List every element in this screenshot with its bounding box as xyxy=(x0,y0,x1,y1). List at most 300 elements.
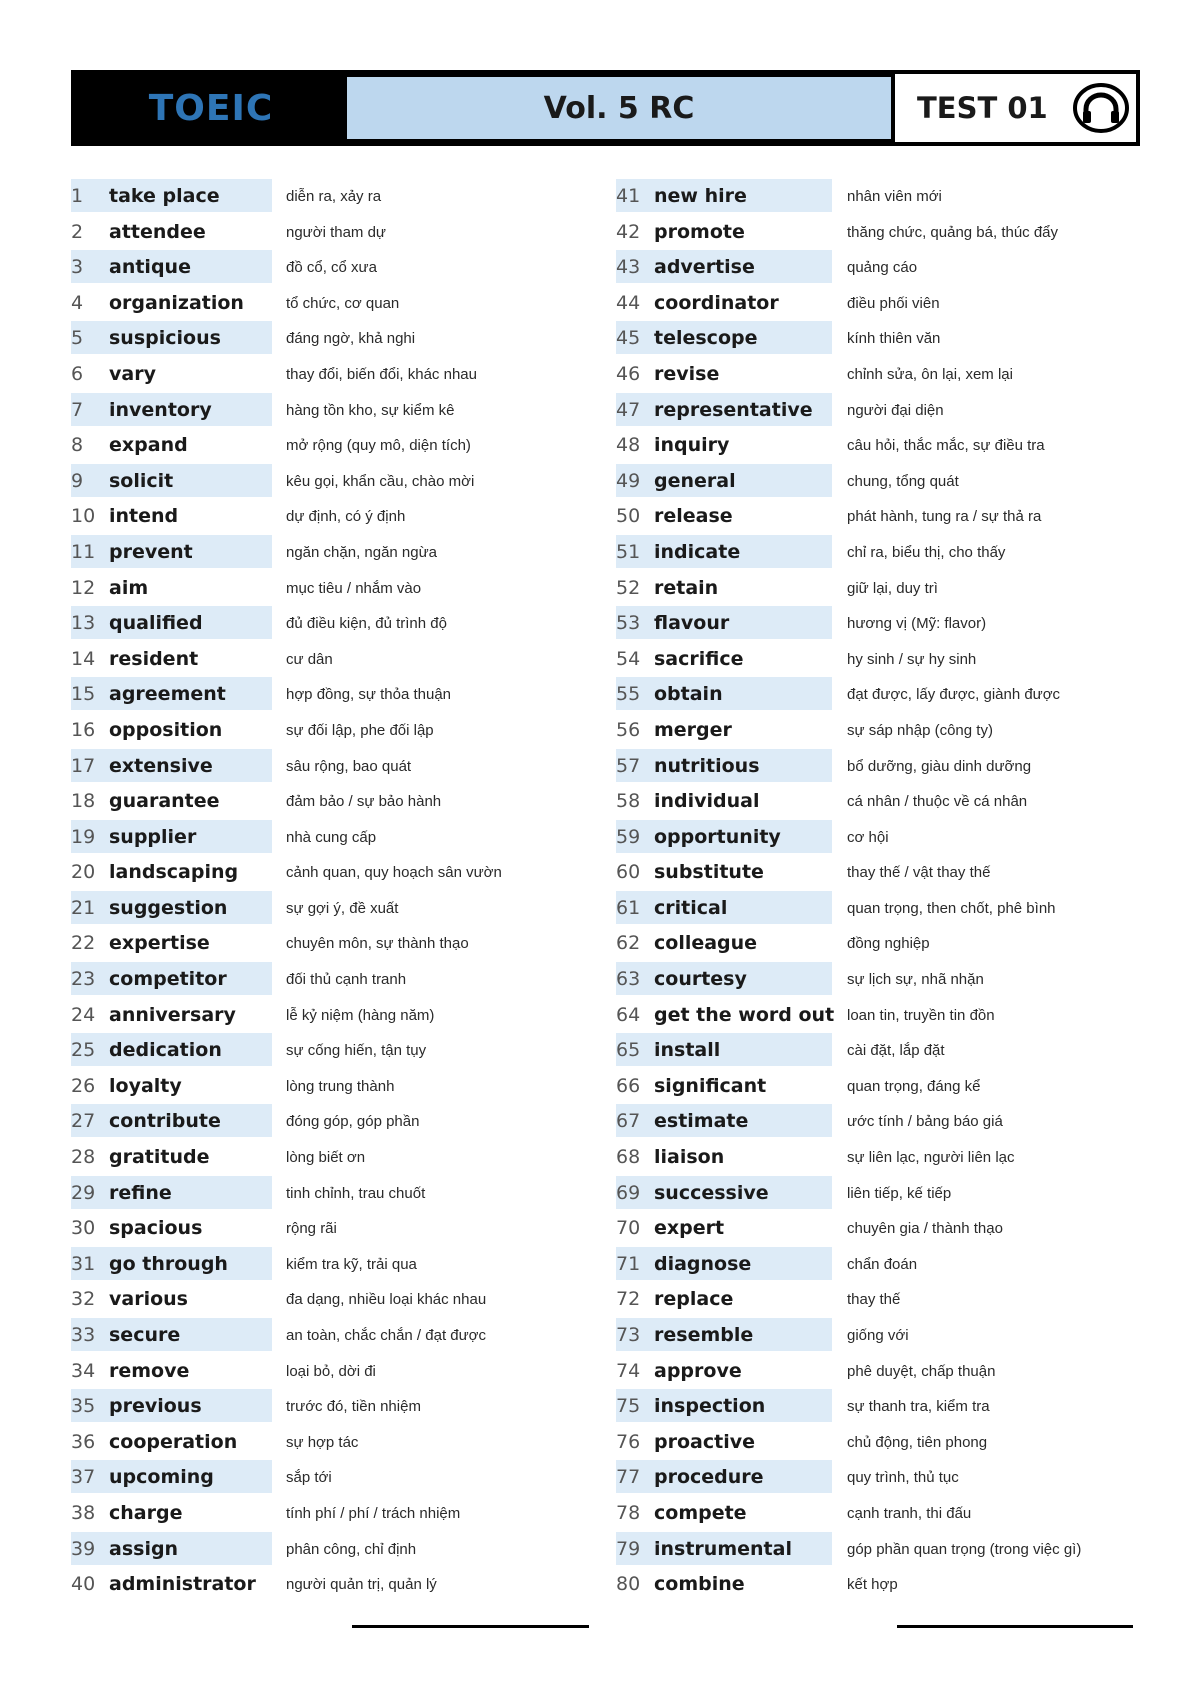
vocab-row xyxy=(616,1211,1136,1247)
word-cell xyxy=(71,1567,272,1600)
vocab-meaning: liên tiếp, kế tiếp xyxy=(847,1184,952,1202)
vocab-meaning: người tham dự xyxy=(286,223,386,241)
item-number: 56 xyxy=(616,718,641,741)
vocab-word: suggestion xyxy=(109,896,228,919)
word-cell xyxy=(616,998,835,1031)
item-number: 31 xyxy=(71,1252,96,1275)
vocab-row xyxy=(616,1532,1136,1568)
vocab-row xyxy=(616,286,1136,322)
vocab-row xyxy=(616,713,1136,749)
vocab-word: antique xyxy=(109,256,191,279)
vocab-word: promote xyxy=(654,220,745,243)
vocab-meaning: cài đặt, lắp đặt xyxy=(847,1042,945,1060)
vocab-word: charge xyxy=(109,1501,183,1524)
vocab-row xyxy=(71,891,591,927)
vocab-row xyxy=(71,1532,591,1568)
item-number: 17 xyxy=(71,754,96,777)
item-number: 15 xyxy=(71,683,96,706)
word-cell xyxy=(616,784,832,817)
vocab-row xyxy=(616,891,1136,927)
vocab-meaning: lòng trung thành xyxy=(286,1077,395,1095)
item-number: 45 xyxy=(616,327,641,350)
word-cell xyxy=(616,1389,832,1422)
vocab-meaning: thay thế xyxy=(847,1291,901,1309)
vocab-word: anniversary xyxy=(109,1003,236,1026)
vocab-row xyxy=(71,926,591,962)
vocab-meaning: người quản trị, quản lý xyxy=(286,1576,437,1594)
vocab-word: general xyxy=(654,469,736,492)
word-cell xyxy=(616,1318,832,1351)
vocab-meaning: câu hỏi, thắc mắc, sự điều tra xyxy=(847,437,1045,455)
vocab-row xyxy=(616,1567,1136,1603)
item-number: 19 xyxy=(71,825,96,848)
vocab-meaning: chuyên gia / thành thạo xyxy=(847,1220,1003,1238)
vocab-row xyxy=(616,606,1136,642)
word-cell xyxy=(71,713,272,746)
vocab-word: prevent xyxy=(109,540,193,563)
vocab-word: administrator xyxy=(109,1573,256,1596)
vocab-word: sacrifice xyxy=(654,647,744,670)
vocab-row xyxy=(616,1104,1136,1140)
item-number: 46 xyxy=(616,362,641,385)
word-cell xyxy=(616,749,832,782)
vocab-row xyxy=(71,1033,591,1069)
word-cell xyxy=(71,357,272,390)
vocab-meaning: đa dạng, nhiều loại khác nhau xyxy=(286,1291,487,1309)
vocab-row xyxy=(71,1104,591,1140)
word-cell xyxy=(71,1532,272,1565)
test-box xyxy=(891,74,1136,142)
vocab-row xyxy=(616,215,1136,251)
word-cell xyxy=(616,571,832,604)
vocab-word: upcoming xyxy=(109,1466,214,1489)
vocab-row xyxy=(616,1460,1136,1496)
vocab-word: inspection xyxy=(654,1395,766,1418)
item-number: 80 xyxy=(616,1573,641,1596)
vocab-row xyxy=(616,820,1136,856)
item-number: 37 xyxy=(71,1466,96,1489)
word-cell xyxy=(616,1176,832,1209)
vocab-word: go through xyxy=(109,1252,228,1275)
vocab-word: expert xyxy=(654,1217,725,1240)
word-cell xyxy=(71,1104,272,1137)
word-cell xyxy=(71,179,272,212)
word-cell xyxy=(616,1033,832,1066)
vocab-meaning: an toàn, chắc chắn / đạt được xyxy=(286,1327,487,1344)
vocab-word: various xyxy=(109,1288,188,1311)
vocab-row xyxy=(616,571,1136,607)
vocab-word: advertise xyxy=(654,256,755,279)
word-cell xyxy=(71,1354,272,1387)
vocab-row xyxy=(71,179,591,215)
vocab-row xyxy=(71,464,591,500)
vocab-row xyxy=(616,321,1136,357)
vocab-word: qualified xyxy=(109,612,203,635)
vocab-row xyxy=(71,820,591,856)
vocab-meaning: sâu rộng, bao quát xyxy=(286,757,412,775)
word-cell xyxy=(616,713,832,746)
word-cell xyxy=(616,179,832,212)
vocab-word: coordinator xyxy=(654,291,779,314)
vocab-meaning: quảng cáo xyxy=(847,259,918,277)
item-number: 74 xyxy=(616,1359,641,1382)
vocab-meaning: tính phí / phí / trách nhiệm xyxy=(286,1504,461,1522)
vocab-meaning: hàng tồn kho, sự kiểm kê xyxy=(286,401,455,419)
vocab-row xyxy=(71,321,591,357)
vocab-word: merger xyxy=(654,718,732,741)
vocab-row xyxy=(71,855,591,891)
vocab-word: assign xyxy=(109,1537,179,1560)
word-cell xyxy=(71,1318,272,1351)
word-cell xyxy=(71,1247,272,1280)
vocab-word: instrumental xyxy=(654,1537,792,1560)
vocab-word: expertise xyxy=(109,932,210,955)
vocab-meaning: sự thanh tra, kiểm tra xyxy=(847,1398,990,1416)
vocab-word: take place xyxy=(109,185,220,207)
vocab-meaning: chỉ ra, biểu thị, cho thấy xyxy=(847,543,1006,561)
vocab-meaning: cá nhân / thuộc về cá nhân xyxy=(847,793,1028,811)
vocab-meaning: loại bỏ, dời đi xyxy=(286,1362,376,1380)
item-number: 43 xyxy=(616,256,641,279)
vocab-meaning: chung, tổng quát xyxy=(847,472,959,490)
vocab-meaning: thay thế / vật thay thế xyxy=(847,864,991,882)
vocab-word: suspicious xyxy=(109,327,221,350)
vocab-meaning: đồ cổ, cổ xưa xyxy=(286,259,377,277)
item-number: 27 xyxy=(71,1110,96,1133)
word-cell xyxy=(616,1567,832,1600)
word-cell xyxy=(71,215,272,248)
vocab-word: flavour xyxy=(654,612,730,635)
vocab-word: install xyxy=(654,1039,721,1062)
item-number: 38 xyxy=(71,1501,96,1524)
item-number: 44 xyxy=(616,291,641,314)
word-cell xyxy=(616,1354,832,1387)
vocab-meaning: sự liên lạc, người liên lạc xyxy=(847,1149,1015,1167)
vocab-meaning: ngăn chặn, ngăn ngừa xyxy=(286,543,438,561)
vocab-row xyxy=(71,357,591,393)
vocab-row xyxy=(71,606,591,642)
item-number: 79 xyxy=(616,1537,641,1560)
item-number: 32 xyxy=(71,1288,96,1311)
vocab-meaning: tổ chức, cơ quan xyxy=(286,294,400,312)
vocab-row xyxy=(616,250,1136,286)
vocab-row xyxy=(71,571,591,607)
item-number: 13 xyxy=(71,612,96,635)
vocab-meaning: quan trọng, đáng kể xyxy=(847,1077,981,1095)
vocab-word: remove xyxy=(109,1359,190,1382)
item-number: 75 xyxy=(616,1395,641,1418)
vocab-row xyxy=(71,1460,591,1496)
vocab-row xyxy=(616,1033,1136,1069)
vocab-row xyxy=(71,642,591,678)
vocab-row xyxy=(616,1354,1136,1390)
word-cell xyxy=(71,926,272,959)
item-number: 25 xyxy=(71,1039,96,1062)
item-number: 41 xyxy=(616,185,641,207)
footer-divider-right xyxy=(897,1625,1133,1628)
vocab-meaning: phân công, chỉ định xyxy=(286,1540,417,1558)
vocab-word: new hire xyxy=(654,185,747,207)
vocab-meaning: sự lịch sự, nhã nhặn xyxy=(847,971,984,989)
vocab-row xyxy=(616,499,1136,535)
item-number: 53 xyxy=(616,612,641,635)
word-cell xyxy=(616,926,832,959)
vocab-row xyxy=(616,428,1136,464)
vocab-word: dedication xyxy=(109,1039,222,1062)
word-cell xyxy=(616,677,832,710)
item-number: 29 xyxy=(71,1181,96,1204)
vocab-meaning: đồng nghiệp xyxy=(847,935,930,953)
word-cell xyxy=(71,784,272,817)
item-number: 39 xyxy=(71,1537,96,1560)
vocab-row xyxy=(616,642,1136,678)
vocab-row xyxy=(616,1247,1136,1283)
item-number: 21 xyxy=(71,896,96,919)
item-number: 60 xyxy=(616,861,641,884)
vocab-row xyxy=(71,1496,591,1532)
item-number: 30 xyxy=(71,1217,96,1240)
vocab-word: inventory xyxy=(109,398,212,421)
vocab-word: indicate xyxy=(654,540,741,563)
vocab-word: competitor xyxy=(109,968,227,991)
vocab-row xyxy=(616,1425,1136,1461)
vocab-word: retain xyxy=(654,576,719,599)
vocab-meaning: cạnh tranh, thi đấu xyxy=(847,1504,972,1522)
vocab-meaning: sự cống hiến, tận tụy xyxy=(286,1042,427,1060)
item-number: 1 xyxy=(71,185,84,207)
vocab-word: agreement xyxy=(109,683,226,706)
vocab-word: liaison xyxy=(654,1146,725,1169)
vocab-meaning: quan trọng, then chốt, phê bình xyxy=(847,899,1056,917)
vocab-word: substitute xyxy=(654,861,764,884)
vocab-word: loyalty xyxy=(109,1074,182,1097)
vocab-word: guarantee xyxy=(109,790,220,813)
item-number: 26 xyxy=(71,1074,96,1097)
vocab-word: solicit xyxy=(109,469,174,492)
vocab-meaning: rộng rãi xyxy=(286,1220,337,1238)
vocab-word: compete xyxy=(654,1501,747,1524)
item-number: 36 xyxy=(71,1430,96,1453)
vocab-word: successive xyxy=(654,1181,769,1204)
vocab-row xyxy=(71,1176,591,1212)
vocab-row xyxy=(616,357,1136,393)
word-cell xyxy=(71,321,272,354)
vocab-meaning: thay đổi, biến đổi, khác nhau xyxy=(286,365,477,383)
vocab-word: expand xyxy=(109,434,188,457)
vocab-row xyxy=(71,998,591,1034)
item-number: 73 xyxy=(616,1324,641,1346)
vocab-meaning: người đại diện xyxy=(847,401,944,419)
vocab-meaning: sự đối lập, phe đối lập xyxy=(286,721,434,739)
vocab-meaning: hy sinh / sự hy sinh xyxy=(847,650,977,668)
vocab-row xyxy=(616,1282,1136,1318)
word-cell xyxy=(616,464,832,497)
word-cell xyxy=(71,1140,272,1173)
item-number: 70 xyxy=(616,1217,641,1240)
vocab-row xyxy=(616,749,1136,785)
word-cell xyxy=(71,1176,272,1209)
item-number: 62 xyxy=(616,932,641,955)
vocab-meaning: chỉnh sửa, ôn lại, xem lại xyxy=(847,365,1013,383)
item-number: 7 xyxy=(71,398,84,421)
vocab-word: procedure xyxy=(654,1466,764,1489)
item-number: 57 xyxy=(616,754,641,777)
word-cell xyxy=(616,535,832,568)
word-cell xyxy=(616,321,832,354)
vocab-meaning: cư dân xyxy=(286,650,333,668)
vocab-meaning: loan tin, truyền tin đồn xyxy=(847,1006,995,1024)
word-cell xyxy=(616,642,832,675)
item-number: 72 xyxy=(616,1288,641,1311)
vocab-row xyxy=(71,1389,591,1425)
vocab-row xyxy=(616,1318,1136,1354)
vocab-meaning: phát hành, tung ra / sự thả ra xyxy=(847,508,1042,526)
word-cell xyxy=(616,891,832,924)
word-cell xyxy=(616,286,832,319)
vocab-word: revise xyxy=(654,362,720,385)
vocab-word: courtesy xyxy=(654,968,747,991)
vocab-word: inquiry xyxy=(654,434,730,457)
item-number: 20 xyxy=(71,861,96,884)
item-number: 58 xyxy=(616,790,641,813)
item-number: 9 xyxy=(71,469,84,492)
vocab-meaning: nhà cung cấp xyxy=(286,828,377,846)
word-cell xyxy=(71,820,272,853)
vocab-word: colleague xyxy=(654,932,758,955)
vocab-meaning: giữ lại, duy trì xyxy=(847,579,938,597)
item-number: 59 xyxy=(616,825,641,848)
vocab-word: vary xyxy=(109,362,156,385)
vocab-row xyxy=(616,855,1136,891)
word-cell xyxy=(616,606,832,639)
vocab-meaning: dự định, có ý định xyxy=(286,508,406,526)
vocab-word: opportunity xyxy=(654,825,781,848)
item-number: 76 xyxy=(616,1430,641,1453)
vocab-meaning: bổ dưỡng, giàu dinh dưỡng xyxy=(847,757,1032,775)
vocab-row xyxy=(71,393,591,429)
word-cell xyxy=(71,393,272,426)
word-cell xyxy=(71,1496,272,1529)
word-cell xyxy=(71,962,272,995)
vocab-word: diagnose xyxy=(654,1252,752,1275)
item-number: 51 xyxy=(616,540,641,563)
vocab-meaning: cảnh quan, quy hoạch sân vườn xyxy=(286,864,502,882)
vocab-meaning: tinh chỉnh, trau chuốt xyxy=(286,1184,426,1202)
vocab-meaning: ước tính / bảng báo giá xyxy=(847,1113,1003,1131)
vocab-word: approve xyxy=(654,1359,742,1382)
item-number: 22 xyxy=(71,932,96,955)
item-number: 55 xyxy=(616,683,641,706)
vocab-row xyxy=(616,677,1136,713)
footer-divider-left xyxy=(352,1625,589,1628)
item-number: 78 xyxy=(616,1501,641,1524)
vocab-word: spacious xyxy=(109,1217,203,1240)
vocab-row xyxy=(616,464,1136,500)
word-cell xyxy=(616,1532,832,1565)
vocab-word: supplier xyxy=(109,825,197,848)
vocab-row xyxy=(71,1140,591,1176)
vocab-word: significant xyxy=(654,1074,767,1097)
word-cell xyxy=(616,962,832,995)
vocab-row xyxy=(71,286,591,322)
word-cell xyxy=(71,286,272,319)
item-number: 65 xyxy=(616,1039,641,1062)
vocab-meaning: nhân viên mới xyxy=(847,188,942,205)
item-number: 52 xyxy=(616,576,641,599)
vocab-word: extensive xyxy=(109,754,213,777)
word-cell xyxy=(71,464,272,497)
word-cell xyxy=(71,998,272,1031)
vocab-row xyxy=(71,1318,591,1354)
vocab-row xyxy=(616,1176,1136,1212)
item-number: 10 xyxy=(71,505,96,528)
vocab-meaning: đảm bảo / sự bảo hành xyxy=(286,793,442,811)
vocab-meaning: diễn ra, xảy ra xyxy=(286,188,382,205)
item-number: 2 xyxy=(71,220,84,243)
word-cell xyxy=(71,1389,272,1422)
vocab-word: get the word out xyxy=(654,1003,835,1026)
vocab-meaning: giống với xyxy=(847,1327,909,1344)
item-number: 8 xyxy=(71,434,84,457)
word-cell xyxy=(71,1425,272,1458)
item-number: 14 xyxy=(71,647,96,670)
test-label: TEST 01 xyxy=(917,91,1048,125)
vocab-row xyxy=(71,1425,591,1461)
word-cell xyxy=(616,820,832,853)
vocab-row xyxy=(71,749,591,785)
vocab-row xyxy=(616,1389,1136,1425)
word-cell xyxy=(71,642,272,675)
item-number: 40 xyxy=(71,1573,96,1596)
item-number: 16 xyxy=(71,718,96,741)
vocab-word: landscaping xyxy=(109,861,239,884)
vocab-row xyxy=(616,998,1136,1034)
item-number: 34 xyxy=(71,1359,96,1382)
vocab-meaning: sự hợp tác xyxy=(286,1433,359,1451)
vocab-word: proactive xyxy=(654,1430,755,1453)
item-number: 18 xyxy=(71,790,96,813)
vocab-word: attendee xyxy=(109,220,206,243)
word-cell xyxy=(616,1211,832,1244)
word-cell xyxy=(71,1460,272,1493)
word-cell xyxy=(616,1496,832,1529)
vocab-word: combine xyxy=(654,1573,745,1596)
brand-title: TOEIC xyxy=(75,74,347,142)
vocab-meaning: đối thủ cạnh tranh xyxy=(286,971,407,989)
word-cell xyxy=(616,1104,832,1137)
vocab-word: resident xyxy=(109,647,199,670)
vocab-meaning: thăng chức, quảng bá, thúc đẩy xyxy=(847,223,1059,241)
vocab-meaning: cơ hội xyxy=(847,828,889,846)
vocab-meaning: đóng góp, góp phần xyxy=(286,1113,420,1131)
word-cell xyxy=(616,393,832,426)
vocab-meaning: điều phối viên xyxy=(847,294,940,312)
vocab-word: nutritious xyxy=(654,754,760,777)
item-number: 35 xyxy=(71,1395,96,1418)
vocab-row xyxy=(616,1140,1136,1176)
vocab-word: gratitude xyxy=(109,1146,210,1169)
vocab-meaning: mở rộng (quy mô, diện tích) xyxy=(286,437,471,455)
vocab-word: previous xyxy=(109,1395,202,1418)
item-number: 66 xyxy=(616,1074,641,1097)
vocab-word: intend xyxy=(109,505,179,528)
vocab-meaning: đáng ngờ, khả nghi xyxy=(286,330,416,348)
word-cell xyxy=(616,1282,832,1315)
vocab-row xyxy=(71,215,591,251)
vocab-row xyxy=(71,1069,591,1105)
item-number: 71 xyxy=(616,1252,641,1275)
vocab-row xyxy=(71,1211,591,1247)
